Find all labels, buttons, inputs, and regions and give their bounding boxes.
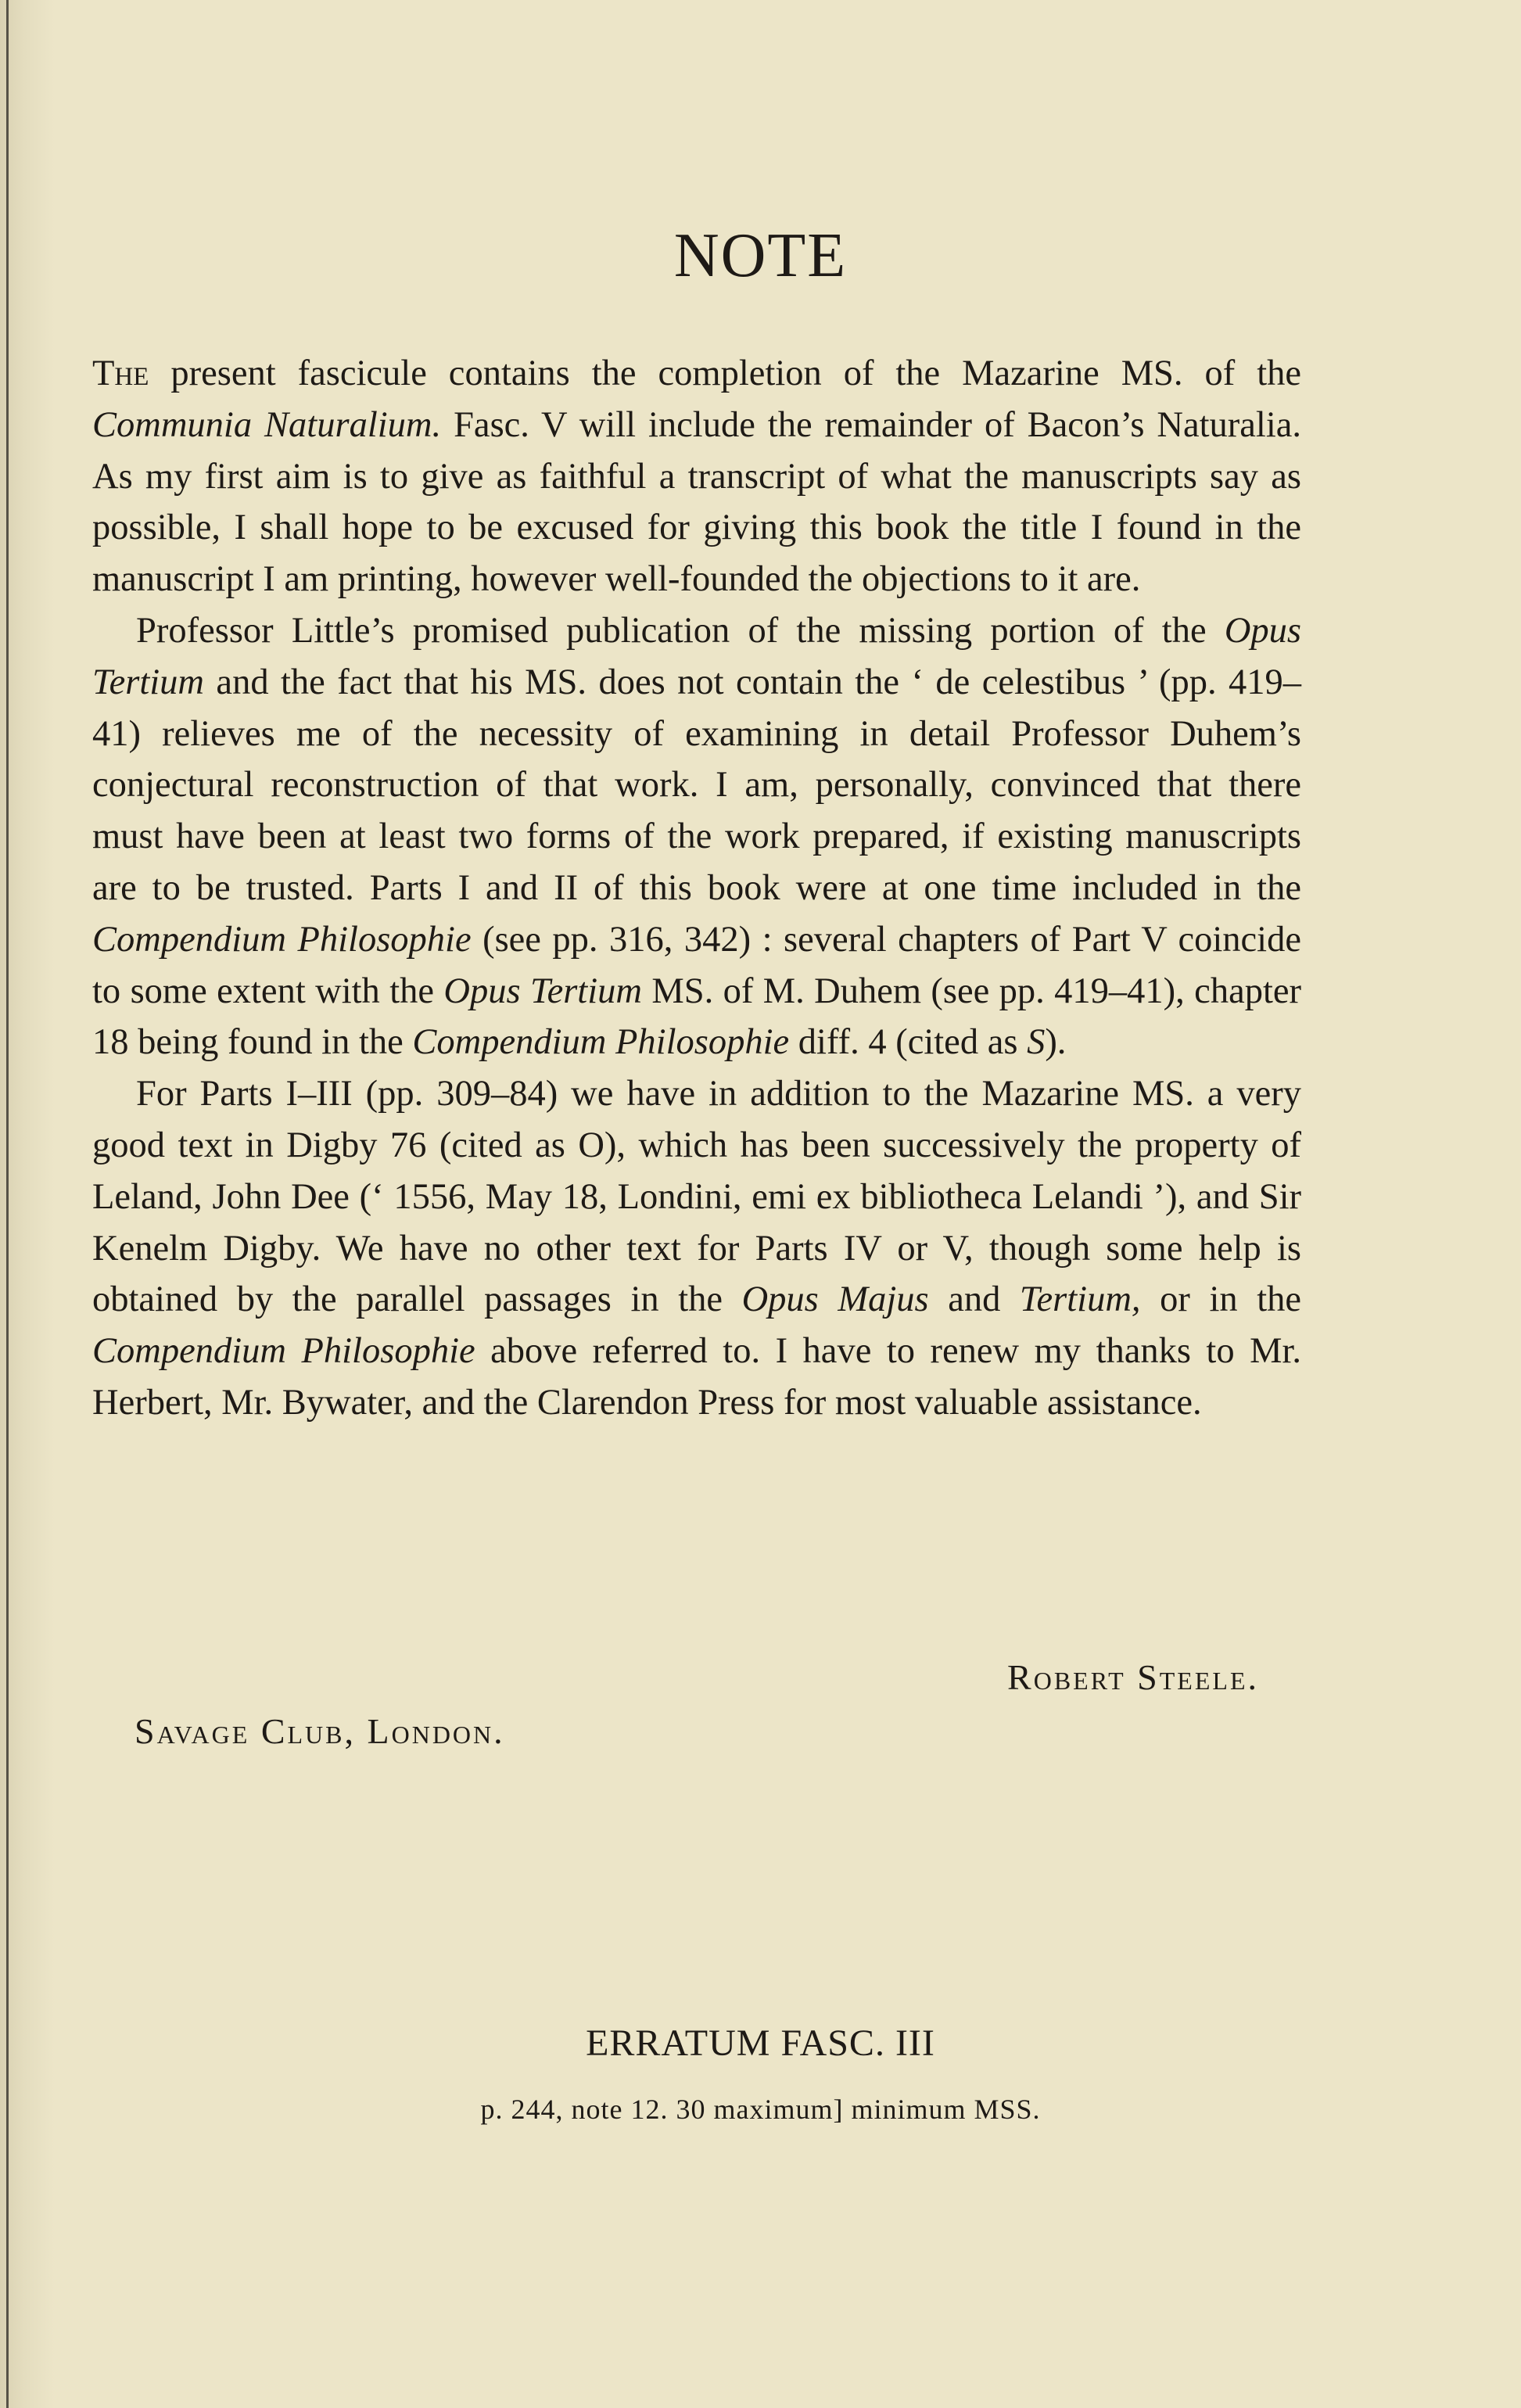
erratum-heading: ERRATUM FASC. III xyxy=(586,2022,935,2064)
signature: Robert Steele. xyxy=(1007,1657,1259,1697)
note-body xyxy=(92,348,1301,1429)
italic-title: Opus Tertium xyxy=(443,971,642,1011)
text-segment: Professor Little’s promised publication of the missing portion of the xyxy=(136,610,1225,651)
text-segment: present fascicule contains the completion of the Mazarine MS. of the xyxy=(149,353,1301,393)
italic-title: Opus Majus xyxy=(741,1279,929,1320)
italic-title: Tertium, xyxy=(1019,1279,1141,1320)
paragraph-1 xyxy=(92,348,1301,605)
text-segment: Fasc. V will include the remainder of Bacon’s Naturalia. As my first aim is to give as faithful a transcript of what the manuscripts say as possible, I shall hope to be excused for giving this book the title I found in the manuscript I am printing, however well-founded the objections to it are. xyxy=(92,404,1302,600)
text-segment: or in the xyxy=(1140,1279,1302,1320)
paragraph-3 xyxy=(92,1068,1301,1429)
lead-word: The xyxy=(92,353,149,393)
place-line: Savage Club, London. xyxy=(135,1711,505,1751)
text-segment: MS. of M. Duhem (see pp. 419–41), chapter 18 being found in the xyxy=(92,971,1301,1063)
text-segment: For Parts I–III (pp. 309–84) we have in addition to the Mazarine MS. a very good text in Digby 76 (cited as O), which has been successively the property of Leland, John Dee (‘ 1556, May 18, Londini, emi ex bibliotheca Lelandi ’), and Sir Kenelm Digby. We have no other text for Parts IV or V, though some help is obtained by the parallel passages in the xyxy=(92,1074,1301,1320)
page-title: NOTE xyxy=(673,221,848,290)
italic-title: Opus Tertium xyxy=(92,610,1301,702)
text-segment: ). xyxy=(1045,1022,1067,1063)
text-segment: (see pp. 316, 342) : several chapters of Part V coincide to some extent with the xyxy=(92,919,1301,1011)
text-segment: above referred to. I have to renew my thanks to Mr. Herbert, Mr. Bywater, and the Clarendon Press for most valuable assistance. xyxy=(92,1331,1301,1423)
italic-title: Compendium Philosophie xyxy=(92,1331,475,1372)
italic-title: Communia Naturalium. xyxy=(92,404,442,445)
erratum-note: p. 244, note 12. 30 maximum] minimum MSS. xyxy=(480,2094,1041,2125)
paragraph-2 xyxy=(92,605,1301,1068)
italic-siglum: S xyxy=(1027,1022,1046,1063)
text-segment: diff. 4 (cited as xyxy=(789,1022,1028,1063)
text-segment: and the fact that his MS. does not contain the ‘ de celestibus ’ (pp. 419–41) relieves me of the necessity of examining in detail Professor Duhem’s conjectural reconstruction of that work. I am, personally, convinced that there must have been at least two forms of the work prepared, if existing manuscripts are to be trusted. Parts I and II of this book were at one time included in the xyxy=(92,662,1301,908)
text-segment: and xyxy=(928,1279,1020,1320)
italic-title: Compendium Philosophie xyxy=(412,1022,790,1063)
italic-title: Compendium Philosophie xyxy=(92,919,472,960)
